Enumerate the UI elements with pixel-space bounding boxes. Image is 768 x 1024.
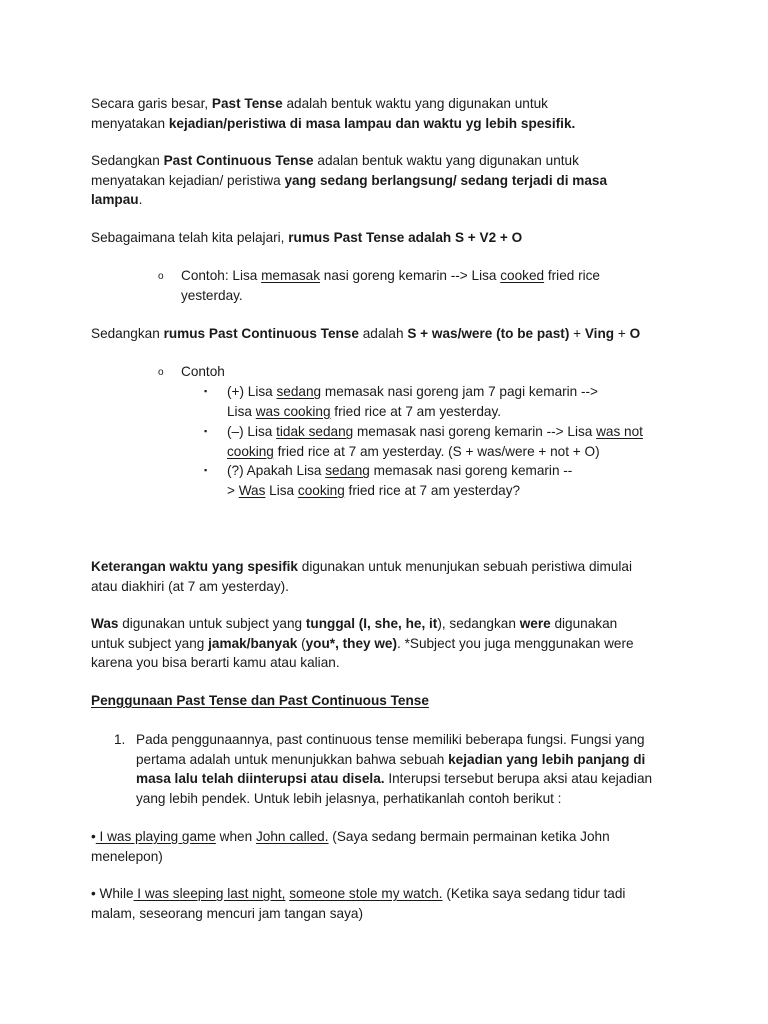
circle-bullet-icon: o <box>158 271 164 282</box>
bullet-icon: • <box>91 829 96 844</box>
text: ), sedangkan <box>437 616 520 631</box>
example-negative <box>227 422 667 461</box>
text: digunakan untuk menunjukan sebuah peristiwa dimulai <box>298 559 633 574</box>
text: untuk subject yang <box>91 635 209 651</box>
example-interrupted-1 <box>91 827 691 866</box>
text: when <box>215 829 256 844</box>
text: . *Subject you juga menggunakan were <box>397 635 634 651</box>
underlined-text: was not <box>596 424 643 439</box>
text: . <box>138 192 143 208</box>
text: (Ketika saya sedang tidur tadi <box>442 886 626 901</box>
bold-text: were <box>519 616 551 631</box>
text: Sedangkan <box>91 326 164 341</box>
paragraph-past-tense-formula <box>91 228 691 248</box>
underlined-text: cooking <box>227 443 274 459</box>
text: karena you bisa berarti kamu atau kalian. <box>91 655 340 671</box>
text: + <box>614 326 630 341</box>
bold-text: Past Continuous Tense <box>163 153 314 168</box>
bold-text: masa lalu telah diinterupsi atau disela. <box>136 771 385 787</box>
example-positive <box>227 382 667 421</box>
heading-text: Penggunaan Past Tense dan Past Continuous Tense <box>91 693 429 708</box>
text: atau diakhiri (at 7 am yesterday). <box>91 578 289 594</box>
bold-text: kejadian yang lebih panjang di <box>448 751 646 767</box>
example-interrupted-2 <box>91 884 691 923</box>
text: memasak nasi goreng kemarin --> Lisa <box>353 424 597 439</box>
paragraph-time-adverb <box>91 557 691 596</box>
text: adalah <box>358 326 408 341</box>
text: nasi goreng kemarin --> Lisa <box>320 268 501 283</box>
example-past-tense <box>181 266 651 305</box>
square-bullet-icon: ▪ <box>204 426 208 436</box>
underlined-text: sedang <box>276 384 322 399</box>
underlined-text: Was <box>238 482 266 498</box>
underlined-text: cooked <box>500 268 545 283</box>
text: malam, seseorang mencuri jam tangan saya) <box>91 905 364 921</box>
underlined-text: tidak sedang <box>276 424 354 439</box>
text: + <box>569 326 585 341</box>
bold-text: Was <box>91 616 119 631</box>
text: memasak nasi goreng kemarin -- <box>369 463 573 478</box>
paragraph-past-continuous-definition <box>91 151 691 210</box>
numbered-item-1 <box>136 730 686 808</box>
text: Sedangkan <box>91 153 164 168</box>
underlined-text: I was playing game <box>95 829 216 844</box>
text: menelepon) <box>91 848 163 864</box>
example-label: Contoh <box>181 364 225 379</box>
square-bullet-icon: ▪ <box>204 465 208 475</box>
text: pertama adalah untuk menunjukkan bahwa sebuah <box>136 751 449 767</box>
underlined-text: John called. <box>255 829 329 844</box>
text: memasak nasi goreng jam 7 pagi kemarin --> <box>321 384 599 399</box>
bold-text: tunggal (I, she, he, it <box>305 616 438 631</box>
text: Lisa <box>227 403 256 419</box>
text: Contoh: Lisa <box>181 268 262 283</box>
text: (?) Apakah Lisa <box>227 463 326 478</box>
text: yesterday. <box>181 287 243 303</box>
text: Secara garis besar, <box>91 96 212 111</box>
text: fried rice <box>544 268 600 283</box>
bold-text: jamak/banyak <box>208 635 298 651</box>
bold-text: yang sedang berlangsung/ sedang terjadi di masa <box>284 172 608 188</box>
list-number: 1. <box>114 732 126 747</box>
text: ( <box>297 635 306 651</box>
text: > <box>227 482 239 498</box>
bold-text: Past Tense <box>211 96 283 111</box>
text: fried rice at 7 am yesterday. <box>330 403 502 419</box>
text: adalah bentuk waktu yang digunakan untuk <box>282 96 548 111</box>
bold-text: rumus Past Continuous Tense <box>163 326 359 341</box>
underlined-text: cooking <box>297 482 345 498</box>
paragraph-past-tense-definition <box>91 94 691 133</box>
text: (+) Lisa <box>227 384 277 399</box>
text: digunakan untuk subject yang <box>118 616 306 631</box>
circle-bullet-icon: o <box>158 367 164 378</box>
text: Lisa <box>265 482 298 498</box>
text: (–) Lisa <box>227 424 277 439</box>
underlined-text: someone stole my watch. <box>289 886 443 901</box>
paragraph-was-were <box>91 614 691 673</box>
underlined-text: was cooking <box>255 403 331 419</box>
bold-text: O <box>629 326 641 341</box>
example-question <box>227 461 667 500</box>
paragraph-past-continuous-formula <box>91 324 691 344</box>
bold-text: you*, they we) <box>305 635 398 651</box>
text: Pada penggunaannya, past continuous tense memiliki beberapa fungsi. Fungsi yang <box>136 732 645 747</box>
section-heading <box>91 691 691 711</box>
text: Interupsi tersebut berupa aksi atau kejadian <box>384 771 653 787</box>
square-bullet-icon: ▪ <box>204 386 208 396</box>
text: • While <box>91 886 134 901</box>
text: fried rice at 7 am yesterday? <box>344 482 521 498</box>
bold-text: rumus Past Tense adalah S + V2 + O <box>288 230 523 245</box>
text: yang lebih pendek. Untuk lebih jelasnya, perhatikanlah contoh berikut : <box>136 790 562 806</box>
text: Sebagaimana telah kita pelajari, <box>91 230 289 245</box>
underlined-text: sedang <box>325 463 370 478</box>
bold-text: kejadian/peristiwa di masa lampau dan waktu yg lebih spesifik. <box>168 115 576 131</box>
text: menyatakan kejadian/ peristiwa <box>91 172 285 188</box>
bold-text: S + was/were (to be past) <box>407 326 570 341</box>
text: fried rice at 7 am yesterday. (S + was/were + not + O) <box>273 443 600 459</box>
underlined-text: I was sleeping last night, <box>133 886 286 901</box>
text: menyatakan <box>91 115 169 131</box>
bold-text: Ving <box>584 326 615 341</box>
bold-text: Keterangan waktu yang spesifik <box>91 559 298 574</box>
text: digunakan <box>550 616 618 631</box>
text: adalan bentuk waktu yang digunakan untuk <box>313 153 579 168</box>
underlined-text: memasak <box>261 268 321 283</box>
text: (Saya sedang bermain permainan ketika John <box>328 829 610 844</box>
bold-text: lampau <box>91 192 139 208</box>
